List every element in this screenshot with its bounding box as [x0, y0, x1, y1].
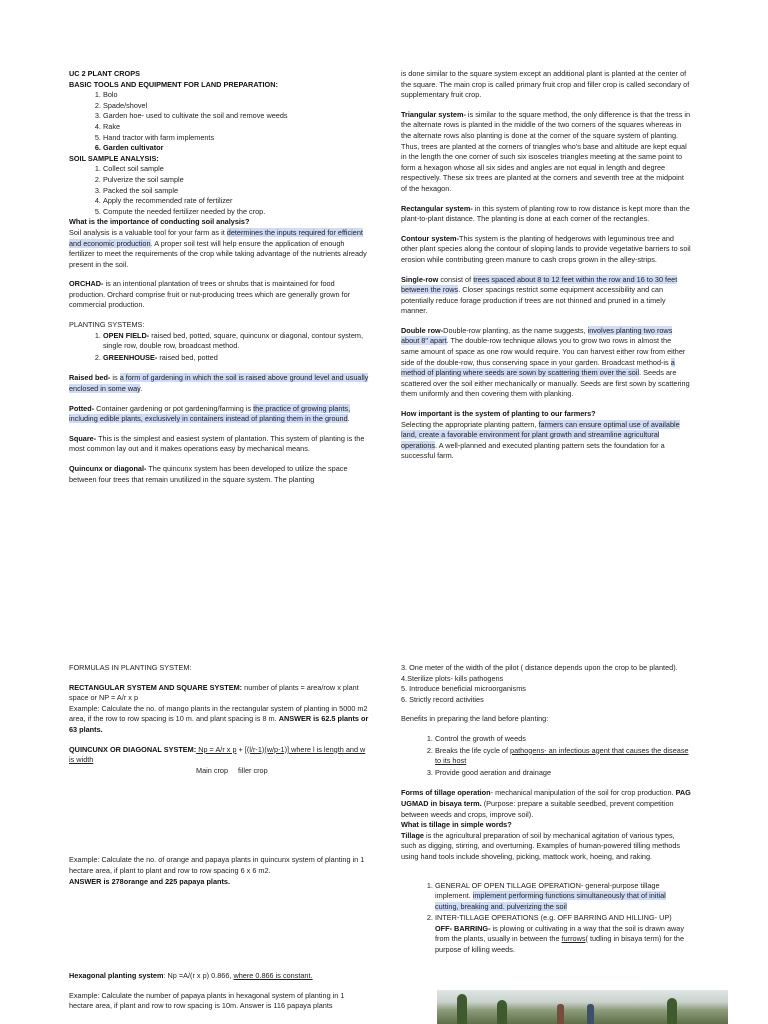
text: This system is the planting of hedgerows with leguminous tree and other plant species along the contour of sloping lands to provide vegetative barriers to soil erosion while contributing green manure to cash crops grown in the alley-strips.	[401, 233, 691, 264]
highlight: the practice of growing plants, including edible plants, exclusively in containers instead of planting them in the ground	[69, 403, 351, 424]
term: Contour system-	[401, 233, 459, 243]
list-item: 3. One meter of the width of the pilot ( distance depends upon the crop to be planted).	[401, 663, 678, 672]
text: Np = A/r x p	[196, 744, 237, 754]
soil-heading: SOIL SAMPLE ANALYSIS:	[69, 153, 159, 163]
field-photo	[437, 990, 728, 1024]
doc-title: UC 2 PLANT CROPS	[69, 69, 140, 78]
page2-left-column	[69, 663, 369, 1012]
highlight: involves planting two rows about 8" apart	[401, 325, 673, 346]
text: - mechanical manipulation of the soil for crop production.	[490, 788, 676, 798]
list-item: 5. Compute the needed fertilizer needed by the crop.	[103, 207, 369, 218]
list-item: 6. Garden cultivator	[103, 143, 369, 154]
text: +	[236, 744, 245, 754]
hexagonal-example: Example: Calculate the number of papaya plants in hexagonal system of planting in 1 hectare area, if plant and row to row spacing is 10m. Answer is 116 papaya plants	[69, 990, 345, 1011]
text: ( tudling in bisaya term) for the purpose of killing weeds.	[435, 934, 685, 955]
term: OPEN FIELD-	[103, 330, 150, 340]
page1-right-column	[401, 69, 691, 462]
text: Soil analysis is a valuable tool for your farm as it	[69, 227, 227, 237]
text: . The double-row technique allows you to grow two rows in almost the same amount of space as one row would require. You can harvest either row from either side of the double-row, thus conserving space in your garden. Broadcast method-is	[401, 336, 686, 367]
text: where 0.866 is constant.	[233, 971, 313, 981]
list-item	[435, 913, 691, 955]
term: Raised bed-	[69, 373, 111, 383]
text: This is the simplest and easiest system of plantation. This system of planting is the most common lay out and it makes operations easy by mechanical means.	[69, 433, 365, 454]
term: OFF- BARRING-	[435, 923, 491, 933]
list-item: 3. Garden hoe- used to cultivate the soil and remove weeds	[103, 111, 369, 122]
term: Quincunx or diagonal-	[69, 464, 147, 473]
list-item: 3. Packed the soil sample	[103, 186, 369, 197]
highlight: a method of planting where seeds are sown by scattering them over the soil	[401, 357, 675, 378]
quincunx-example: Example: Calculate the no. of orange and papaya plants in quincunx system of planting in 1 hectare area, if plant to plant and row to row spacing 6 x 6 m2.	[69, 855, 365, 875]
rect-example	[69, 704, 369, 736]
list-item: 6. Strictly record activities	[401, 694, 484, 704]
contour-paragraph	[401, 234, 691, 266]
single-row-paragraph	[401, 275, 691, 317]
highlight: implement performing functions simultaneously that of initial cutting, breaking and. pulverizing the soil	[435, 891, 666, 911]
potted-paragraph	[69, 404, 369, 425]
text: Breaks the life cycle of	[435, 745, 511, 755]
list-item	[103, 331, 369, 352]
benefits-list	[401, 734, 691, 778]
importance-paragraph	[69, 228, 369, 270]
planting-importance-paragraph	[401, 420, 691, 462]
quincunx-continued: is done similar to the square system except an additional plant is planted at the center of the square. The main crop is called primary fruit crop and filler crop is called secondary of supplementary fruit crop.	[401, 69, 690, 100]
term: ORCHAD-	[69, 279, 104, 289]
systems-list	[69, 331, 369, 364]
double-row-paragraph	[401, 326, 691, 400]
tree-shape	[457, 994, 467, 1024]
text: is plowing or cultivating in a way that the soil is drawn away from the plants, usually in between the	[435, 923, 684, 944]
tillage-forms-paragraph	[401, 788, 691, 820]
triangular-paragraph	[401, 110, 691, 195]
person-shape	[587, 1004, 594, 1024]
list-item: 4. Apply the recommended rate of fertilizer	[103, 196, 369, 207]
rectangular-paragraph	[401, 204, 691, 225]
term: Forms of tillage operation	[401, 788, 491, 798]
highlight: determines the inputs required for efficient and economic production	[69, 227, 363, 248]
text: : Np =A/(r x p) 0.866,	[163, 971, 234, 981]
text: consist of	[438, 274, 474, 284]
term: Potted-	[69, 403, 95, 413]
text: . Closer spacings restrict some equipment accessibility and can potentially reduce forage production if trees are not thinned and pruned in a timely manner.	[401, 285, 666, 316]
list-item: 2. Spade/shovel	[103, 101, 369, 112]
soil-steps-list	[69, 164, 369, 217]
list-item	[103, 353, 369, 364]
term: Double row-	[401, 325, 444, 335]
page2-right-column	[401, 663, 691, 957]
importance-question: What is the importance of conducting soil analysis?	[69, 217, 250, 227]
text: pathogens- an infectious agent that causes the disease to its host	[435, 745, 689, 766]
list-item: 5. Introduce beneficial microorganisms	[401, 684, 526, 694]
text: GENERAL OF OPEN TILLAGE OPERATION	[435, 880, 581, 890]
text: Container gardening or pot gardening/farming is	[94, 403, 254, 413]
list-item	[435, 746, 691, 767]
text: Example: Calculate the no. of mango plants in the rectangular system of planting in 5000 m2 area, if the row to row spacing is 10 m. and plant spacing is 8 m.	[69, 703, 368, 724]
text: is similar to the square method, the only difference is that the tress in the alternate rows is planted in the middle of the two corners of the squares whereas in the alternate rows also planting is done at the corner of the square system of planting. Thus, trees are planted at the corners of triangles who's base and altitude are kept equal in the length the one corner of such six isosceles triangles meeting at the same point to form a hexagon whose all six sides and angles are not equal in length and degree respectively. These six trees are planted at the corners and seventh tree at the midpoint of the hexagon.	[401, 109, 691, 193]
text: number of plants = area/row x plant space or NP = A/r x p	[69, 682, 359, 703]
term: Triangular system-	[401, 109, 466, 119]
quincunx-formula	[69, 745, 369, 766]
text: . A proper soil test will help ensure the application of enough fertilizer to meet the requirements of the crop while taking advantage of the nutrients already present in the soil.	[69, 238, 367, 269]
text: is	[110, 373, 120, 383]
text: [(l/r-1)(w/p-1)]	[244, 744, 290, 754]
crop-labels	[69, 766, 369, 777]
term: Square-	[69, 433, 97, 443]
benefits-heading: Benefits in preparing the land before planting:	[401, 714, 549, 724]
list-item: 2. Pulverize the soil sample	[103, 175, 369, 186]
term: QUINCUNX OR DIAGONAL SYSTEM:	[69, 744, 197, 754]
person-shape	[557, 1004, 564, 1024]
term: Tillage	[401, 830, 424, 840]
text: .	[347, 414, 350, 424]
quincunx-answer: ANSWER is 278orange and 225 papaya plants.	[69, 876, 230, 886]
text: in this system of planting row to row distance is kept more than the plant-to-plant distance. The planting is done at each corner of the rectangles.	[401, 203, 690, 224]
list-item: 4.Sterilize plots- kills pathogens	[401, 673, 504, 683]
term: Single-row	[401, 274, 439, 284]
filler-crop-label: filler crop	[238, 765, 268, 775]
quincunx-paragraph	[69, 464, 369, 485]
systems-heading: PLANTING SYSTEMS:	[69, 320, 145, 330]
text: raised bed, potted, square, quincunx or diagonal, contour system, single row, double row, broadcast method.	[103, 330, 363, 351]
highlight: farmers can ensure optimal use of available land, create a favorable environment for plant growth and streamline agricultural operations	[401, 419, 680, 450]
list-item: 1. Control the growth of weeds	[435, 734, 691, 745]
list-item	[435, 881, 691, 913]
list-item: 4. Rake	[103, 122, 369, 133]
formulas-heading: FORMULAS IN PLANTING SYSTEM:	[69, 663, 192, 672]
tools-list	[69, 90, 369, 154]
text: where l is length and w is width	[69, 744, 366, 765]
term: Rectangular system-	[401, 203, 473, 213]
text: - general-purpose tillage implement.	[435, 880, 660, 901]
term: GREENHOUSE-	[103, 352, 158, 362]
tillage-paragraph	[401, 831, 691, 863]
text: . A well-planned and executed planting pattern sets the foundation for a successful farm.	[401, 440, 665, 461]
answer: ANSWER is 62.5 plants or 63 plants.	[69, 714, 369, 734]
text: is an intentional plantation of trees or shrubs that is maintained for food production. Orchard comprise fruit or nut-producing trees which are generally grown for commercial production.	[69, 279, 351, 310]
list-item: 5. Hand tractor with farm implements	[103, 133, 369, 144]
text: (Purpose: prepare a suitable seedbed, prevent competition between weeds and crops, improve soil).	[401, 798, 674, 819]
text: raised bed, potted	[157, 352, 218, 362]
tillage-question: What is tillage in simple words?	[401, 820, 512, 830]
orchad-paragraph	[69, 279, 369, 311]
raised-bed-paragraph	[69, 373, 369, 394]
tree-shape	[667, 998, 677, 1024]
page1-left-column	[69, 69, 369, 485]
tillage-operations-list	[401, 881, 691, 956]
term: RECTANGULAR SYSTEM AND SQUARE SYSTEM:	[69, 682, 243, 692]
term: Hexagonal planting system	[69, 971, 164, 981]
tools-heading: BASIC TOOLS AND EQUIPMENT FOR LAND PREPARATION:	[69, 79, 278, 89]
highlight: a form of gardening in which the soil is raised above ground level and usually enclosed in some way	[69, 373, 369, 394]
planting-importance-question: How important is the system of planting to our farmers?	[401, 409, 596, 419]
text: Selecting the appropriate planting pattern,	[401, 419, 539, 429]
text: .	[140, 384, 143, 394]
text: INTER-TILLAGE OPERATIONS (e.g. OFF BARRING AND HILLING- UP)	[435, 913, 672, 923]
highlight: trees spaced about 8 to 12 feet within the row and 16 to 30 feet between the rows	[401, 274, 678, 295]
main-crop-label: Main crop	[196, 765, 229, 775]
text: . Seeds are scattered over the soil either mechanically or manually. Seeds are first sown by scattering them uniformly and then covering them with planking.	[401, 368, 690, 399]
text: is the agricultural preparation of soil by mechanical agitation of various types, such as digging, stirring, and overturning. Examples of human-powered tilling methods using hand tools include shoveling, picking, mattock work, hoeing, and raking.	[401, 830, 681, 861]
list-item: 1. Collect soil sample	[103, 164, 369, 175]
list-item: 1. Bolo	[103, 90, 369, 101]
text: furrows	[561, 934, 586, 944]
rect-square-formula	[69, 683, 369, 704]
text: Double-row planting, as the name suggests,	[443, 325, 588, 335]
square-paragraph	[69, 434, 369, 455]
tree-shape	[497, 1000, 507, 1024]
hexagonal-formula	[69, 971, 369, 982]
term: PAG UGMAD in bisaya term.	[401, 788, 691, 808]
text: The quincunx system has been developed to utilize the space between four trees that remain unutilized in the square system. The planting	[69, 464, 348, 484]
list-item: 3. Provide good aeration and drainage	[435, 768, 691, 779]
